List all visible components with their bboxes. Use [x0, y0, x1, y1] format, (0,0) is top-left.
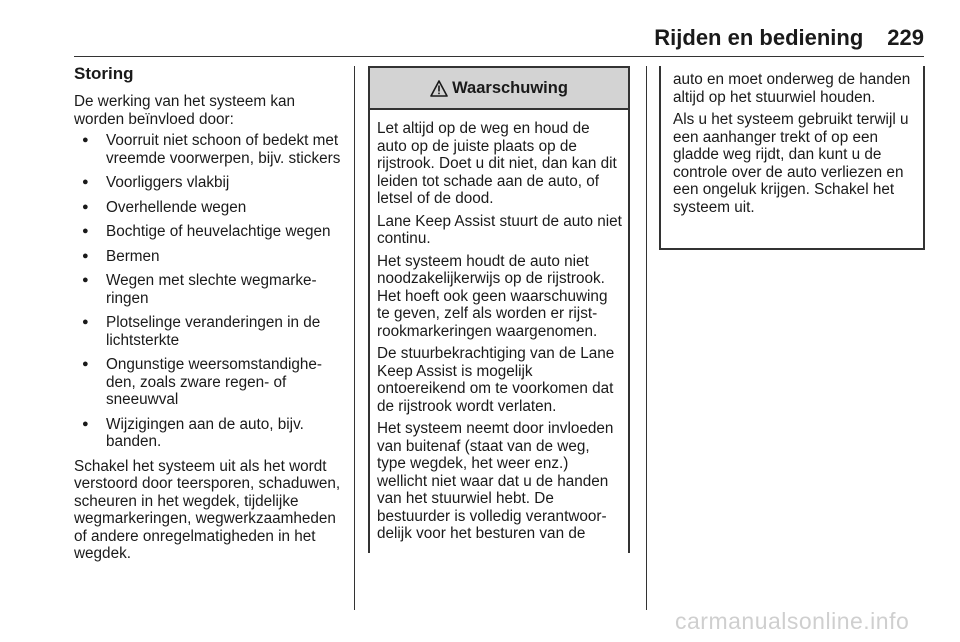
warning-body — [370, 110, 628, 543]
page-number: 229 — [887, 25, 924, 50]
list-item: ● Plotselinge veranderingen in de lichtsterkte — [74, 314, 346, 349]
warning-paragraph: Het systeem neemt door invloeden van buitenaf (staat van de weg, type wegdek, het weer enz.) wellicht niet waar dat u de handen van het stuurwiel hebt. De bestuurder is volledig verantwoordelijk voor het besturen van de — [377, 420, 614, 542]
column-divider-left — [354, 66, 355, 610]
warning-paragraph: Let altijd op de weg en houd de auto op de juiste plaats op de rijstrook. Doet u dit niet, dan kan dit leiden tot schade aan de auto, of letsel of de dood. — [377, 120, 617, 207]
warning-paragraph: Het systeem houdt de auto niet noodzakelijkerwijs op de rijstrook. Het hoeft ook geen waarschuwing te geven, zelf als worden er rijstrookmarkeringen waargenomen. — [377, 252, 608, 340]
watermark: carmanualsonline.info — [675, 608, 910, 634]
warning-header — [370, 68, 628, 110]
warning-box — [368, 66, 630, 553]
column-divider-right — [646, 66, 647, 610]
list-item: ● Overhellende wegen — [74, 199, 346, 217]
page-header — [0, 24, 924, 52]
warning-paragraph: De stuurbekrachtiging van de Lane Keep Assist is mogelijk ontoereikend om te voorkomen dat de rijstrook wordt verlaten. — [377, 345, 615, 415]
list-item: ● Bochtige of heuvelachtige wegen — [74, 223, 354, 241]
warning-paragraph: Als u het systeem gebruikt terwijl u een aanhanger trekt of op een gladde weg rijdt, dan kunt u de controle over de auto verliezen en een ongeluk krijgen. Schakel het systeem uit. — [673, 111, 909, 216]
column-storing — [74, 64, 346, 567]
list-item: ● Voorliggers vlakbij — [74, 174, 346, 192]
influence-list — [74, 132, 346, 451]
section-heading: Storing — [74, 64, 134, 83]
warning-paragraph: Lane Keep Assist stuurt de auto niet continu. — [377, 212, 622, 247]
section-title: Rijden en bediening — [654, 25, 864, 50]
list-item: ● Wegen met slechte wegmarkeringen — [74, 272, 346, 307]
list-item: ● Voorruit niet schoon of bedekt met vreemde voorwerpen, bijv. stickers — [74, 132, 346, 167]
intro-text: De werking van het systeem kan worden beïnvloed door: — [74, 93, 296, 128]
warning-triangle-icon — [430, 80, 448, 97]
warning-title: Waarschuwing — [452, 78, 568, 97]
header-rule — [74, 56, 924, 57]
warning-continuation — [659, 66, 925, 250]
list-item: ● Bermen — [74, 248, 346, 266]
warning-paragraph: auto en moet onderweg de handen altijd op het stuurwiel houden. — [673, 71, 911, 106]
closing-text: Schakel het systeem uit als het wordt verstoord door teersporen, schaduwen, scheuren in het wegdek, tijdelijke wegmarkeringen, wegwerkzaamheden of andere onregelmatigheden in het wegdek. — [74, 457, 341, 562]
list-item: ● Wijzigingen aan de auto, bijv. banden. — [74, 416, 346, 451]
list-item: ● Ongunstige weersomstandigheden, zoals zware regen- of sneeuwval — [74, 356, 346, 409]
